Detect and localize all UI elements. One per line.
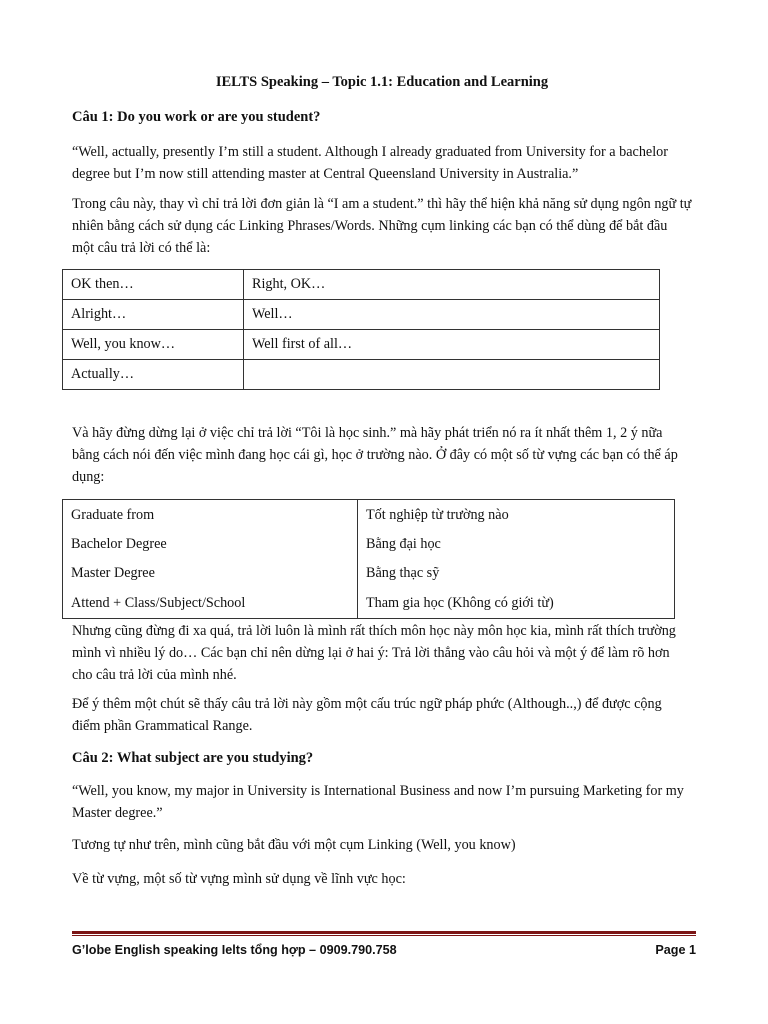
- table-cell: Attend + Class/Subject/School: [63, 588, 358, 619]
- table-cell: OK then…: [63, 270, 244, 300]
- table-cell: [244, 360, 660, 390]
- table-cell: Right, OK…: [244, 270, 660, 300]
- table-cell: Bằng thạc sỹ: [358, 559, 675, 588]
- table-cell: Tốt nghiệp từ trường nào: [358, 500, 675, 531]
- table-row: [63, 270, 660, 300]
- table-row: [63, 360, 660, 390]
- table-row: [63, 330, 660, 360]
- question-1-explanation: Trong câu này, thay vì chỉ trả lời đơn giản là “I am a student.” thì hãy thể hiện khả năng sử dụng ngôn ngữ tự nhiên bằng cách sử dụng các Linking Phrases/Words. Những cụm linking các bạn có thể dùng để bắt đầu một câu trả lời có thể là:: [72, 196, 692, 256]
- table-cell: Bằng đại học: [358, 530, 675, 559]
- table-row: [63, 530, 675, 559]
- footer-contact: G’lobe English speaking Ielts tổng hợp – 0909.790.758: [72, 943, 397, 957]
- develop-paragraph: Và hãy đừng dừng lại ở việc chỉ trả lời “Tôi là học sinh.” mà hãy phát triển nó ra ít nhất thêm 1, 2 ý nữa bằng cách nói đến việc mình đang học cái gì, học ở trường nào. Ở đây có một số từ vựng các bạn có thể áp dụng:: [72, 425, 678, 485]
- question-1-heading: Câu 1: Do you work or are you student?: [72, 109, 321, 125]
- page-title: IELTS Speaking – Topic 1.1: Education and Learning: [215, 74, 549, 90]
- vocabulary-table: [62, 499, 675, 619]
- table-row: [63, 300, 660, 330]
- table-row: [63, 588, 675, 619]
- question-2-vocab-intro: Về từ vựng, một số từ vựng mình sử dụng về lĩnh vực học:: [72, 871, 406, 887]
- footer-bar: [72, 935, 696, 958]
- grammar-paragraph: Để ý thêm một chút sẽ thấy câu trả lời này gồm một cấu trúc ngữ pháp phức (Although..,) để được cộng điểm phần Grammatical Range.: [72, 696, 662, 734]
- page-footer: [72, 931, 696, 958]
- table-cell: Well first of all…: [244, 330, 660, 360]
- table-row: [63, 559, 675, 588]
- table-row: [63, 500, 675, 531]
- table-cell: Alright…: [63, 300, 244, 330]
- table-cell: Bachelor Degree: [63, 530, 358, 559]
- table-cell: Master Degree: [63, 559, 358, 588]
- question-2-heading: Câu 2: What subject are you studying?: [72, 750, 314, 766]
- table-cell: Well, you know…: [63, 330, 244, 360]
- scope-paragraph: Nhưng cũng đừng đi xa quá, trả lời luôn là mình rất thích môn học này môn học kia, mình rất thích trường mình vì nhiều lý do… Các bạn chỉ nên dừng lại ở hai ý: Trả lời thẳng vào câu hỏi và một ý để làm rõ hơn cho câu trả lời của mình nhé.: [72, 623, 676, 683]
- question-1-answer: “Well, actually, presently I’m still a student. Although I already graduated from University for a bachelor degree but I’m now still attending master at Central Queensland University in Australia.”: [72, 144, 668, 182]
- linking-phrases-table: [62, 269, 660, 390]
- table-cell: Tham gia học (Không có giới từ): [358, 588, 675, 619]
- page-number: Page 1: [655, 943, 696, 957]
- table-cell: Well…: [244, 300, 660, 330]
- question-2-answer: “Well, you know, my major in University is International Business and now I’m pursuing Marketing for my Master degree.”: [72, 783, 684, 821]
- table-cell: Graduate from: [63, 500, 358, 531]
- question-2-explanation: Tương tự như trên, mình cũng bắt đầu với một cụm Linking (Well, you know): [72, 837, 516, 853]
- table-cell: Actually…: [63, 360, 244, 390]
